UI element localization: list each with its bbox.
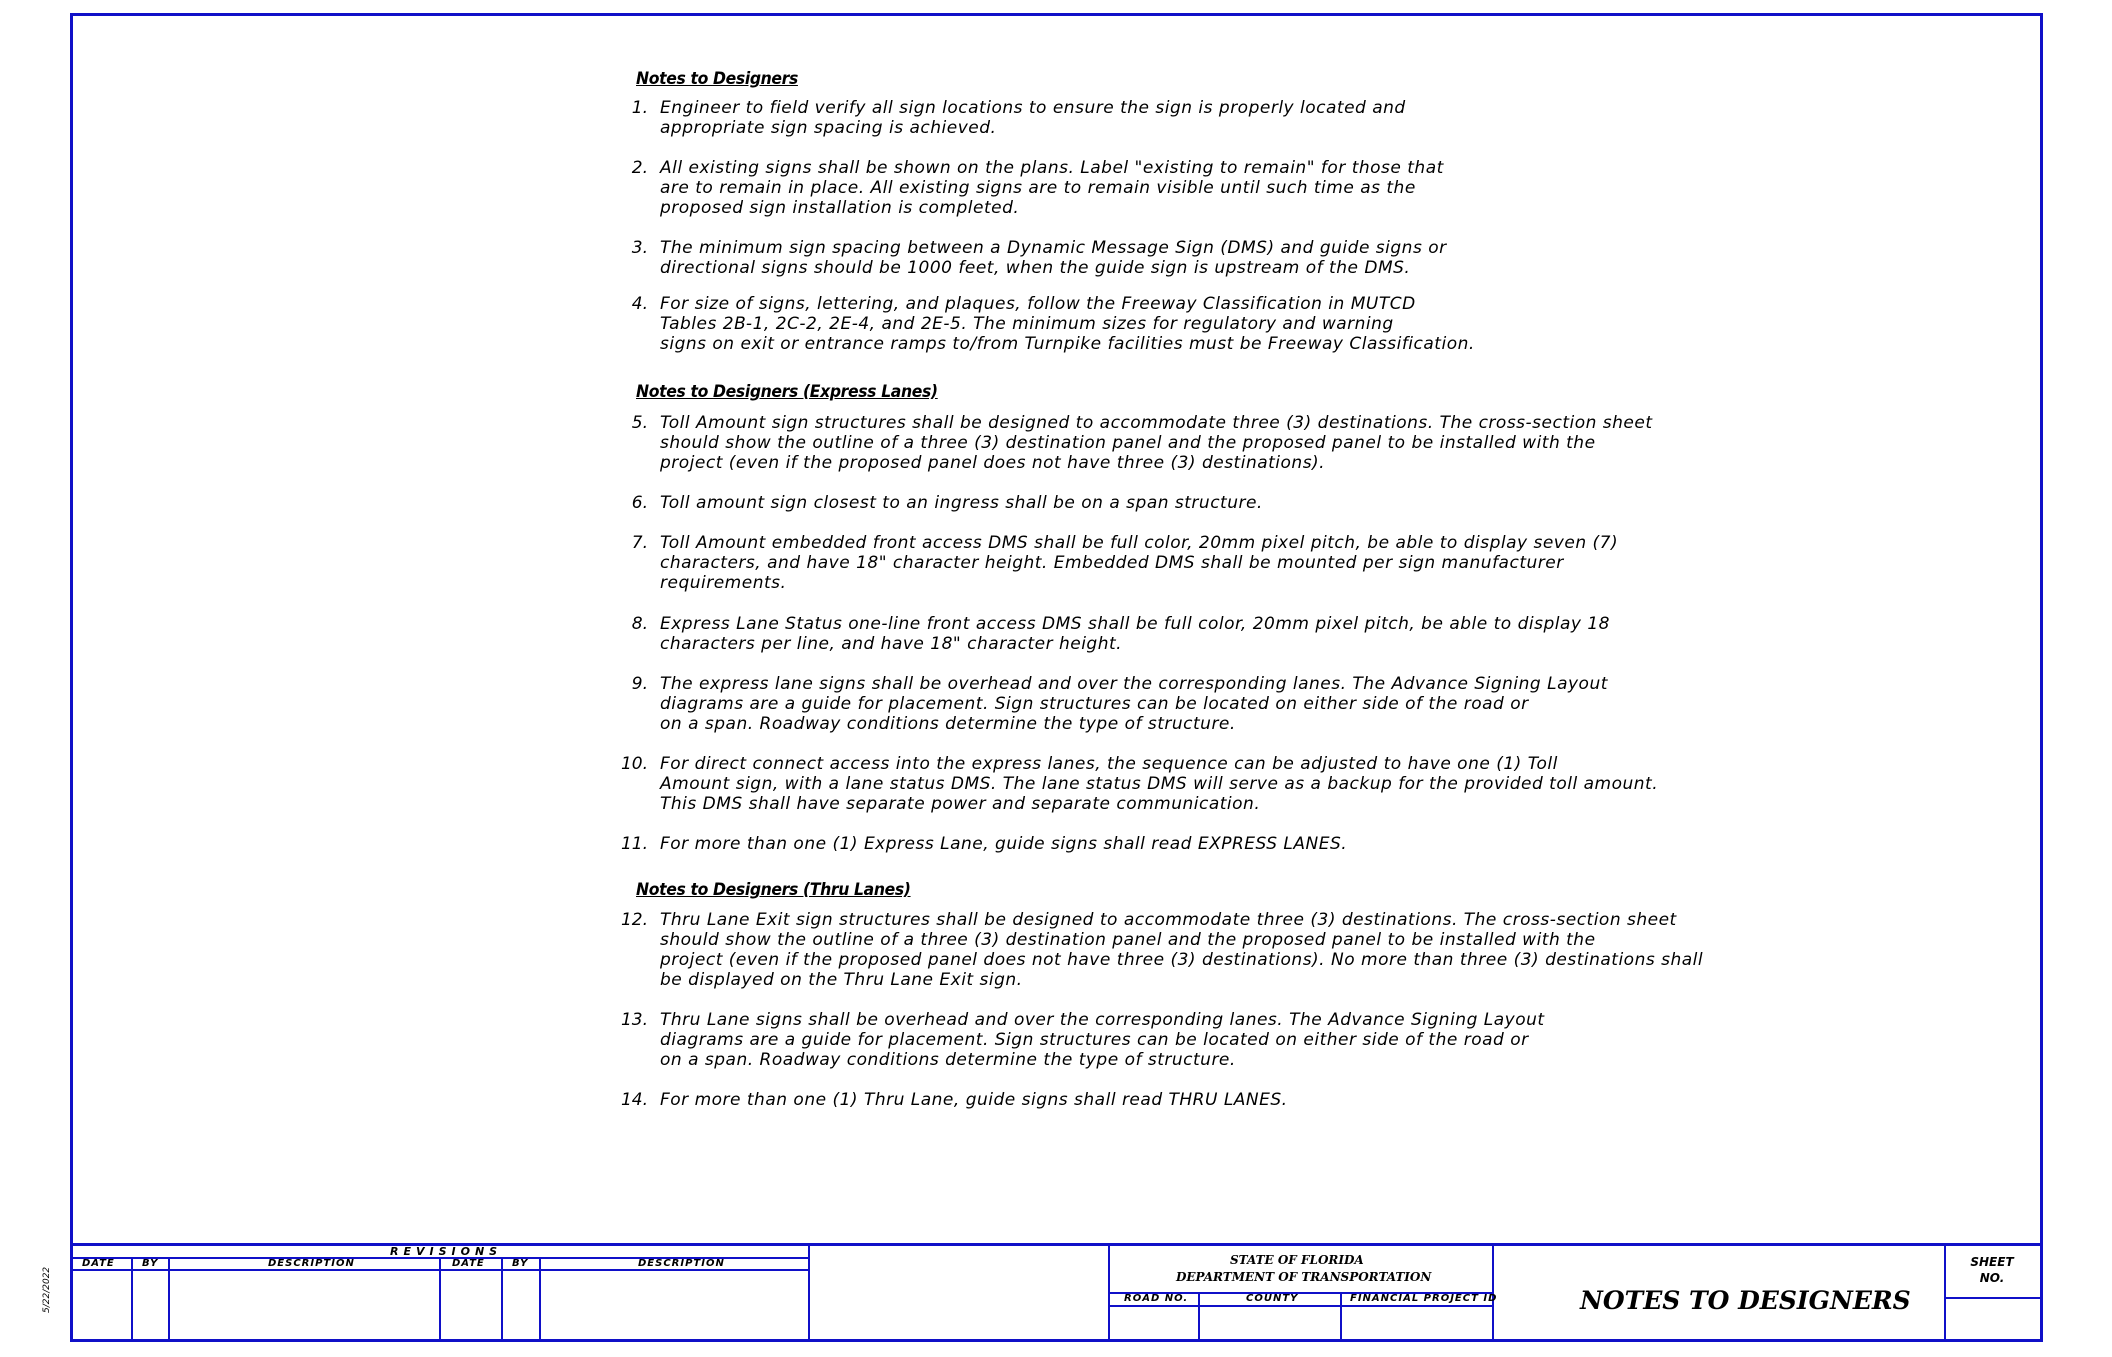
sheet-no-label: NO.: [1979, 1271, 2005, 1285]
col-date: DATE: [82, 1258, 115, 1269]
note-number: 9.: [631, 674, 648, 694]
col-by: BY: [142, 1258, 159, 1269]
note-number: 1.: [631, 98, 648, 118]
divider: [1108, 1246, 1110, 1342]
note-number: 13.: [620, 1010, 648, 1030]
divider: [1944, 1297, 2040, 1299]
divider: [131, 1257, 133, 1342]
note-number: 8.: [631, 614, 648, 634]
note-number: 2.: [631, 158, 648, 178]
divider: [1198, 1292, 1200, 1342]
note-text: Toll Amount embedded front access DMS shall be full color, 20mm pixel pitch, be able to display seven (7) characters, and have 18" character height. Embedded DMS shall be mounted per sign manufacturer requirements.: [660, 533, 1619, 593]
note-text: For more than one (1) Thru Lane, guide signs shall read THRU LANES.: [660, 1090, 1288, 1110]
state-label: STATE OF FLORIDA: [1230, 1253, 1364, 1267]
department-label: DEPARTMENT OF TRANSPORTATION: [1176, 1270, 1432, 1284]
divider: [501, 1257, 503, 1342]
note-number: 10.: [620, 754, 648, 774]
note-text: For size of signs, lettering, and plaques, follow the Freeway Classification in MUTCD Tables 2B-1, 2C-2, 2E-4, and 2E-5. The minimum sizes for regulatory and warning signs on exit or entrance ramps to/from Turnpike facilities must be Freeway Classification.: [660, 294, 1475, 354]
note-text: Engineer to field verify all sign locations to ensure the sign is properly located and appropriate sign spacing is achieved.: [660, 98, 1406, 138]
note-number: 6.: [631, 493, 648, 513]
note-number: 14.: [620, 1090, 648, 1110]
note-text: Toll amount sign closest to an ingress shall be on a span structure.: [660, 493, 1263, 513]
divider: [539, 1257, 541, 1342]
note-text: For more than one (1) Express Lane, guide signs shall read EXPRESS LANES.: [660, 834, 1348, 854]
note-number: 11.: [620, 834, 648, 854]
section-heading-express-lanes: Notes to Designers (Express Lanes): [636, 382, 938, 402]
section-heading-general: Notes to Designers: [636, 69, 798, 89]
col-by: BY: [512, 1258, 529, 1269]
divider: [439, 1257, 441, 1342]
note-text: For direct connect access into the express lanes, the sequence can be adjusted to have one (1) Toll Amount sign, with a lane status DMS. The lane status DMS will serve as a backup for the provided toll amount. This DMS shall have separate power and separate communication.: [660, 754, 1659, 814]
sheet-title: NOTES TO DESIGNERS: [1580, 1286, 1911, 1315]
note-text: Toll Amount sign structures shall be designed to accommodate three (3) destinations. The cross-section sheet should show the outline of a three (3) destination panel and the proposed panel to be installed with the project (even if the proposed panel does not have three (3) destinations).: [660, 413, 1653, 473]
plot-date: 5/22/2022: [42, 1266, 52, 1313]
note-number: 12.: [620, 910, 648, 930]
note-text: Express Lane Status one-line front access DMS shall be full color, 20mm pixel pitch, be able to display 18 characters per line, and have 18" character height.: [660, 614, 1610, 654]
financial-project-id-label: FINANCIAL PROJECT ID: [1350, 1293, 1498, 1304]
title-block: [70, 1243, 2043, 1342]
note-text: All existing signs shall be shown on the plans. Label "existing to remain" for those that are to remain in place. All existing signs are to remain visible until such time as the proposed sign installation is completed.: [660, 158, 1444, 218]
revisions-label: REVISIONS: [390, 1245, 503, 1258]
col-description: DESCRIPTION: [638, 1258, 725, 1269]
note-number: 3.: [631, 238, 648, 258]
county-label: COUNTY: [1246, 1293, 1299, 1304]
note-number: 4.: [631, 294, 648, 314]
col-description: DESCRIPTION: [268, 1258, 355, 1269]
col-date: DATE: [452, 1258, 485, 1269]
sheet-label: SHEET: [1970, 1255, 2014, 1269]
road-no-label: ROAD NO.: [1124, 1293, 1189, 1304]
divider: [168, 1257, 170, 1342]
note-number: 7.: [631, 533, 648, 553]
note-text: The express lane signs shall be overhead and over the corresponding lanes. The Advance Signing Layout diagrams are a guide for placement. Sign structures can be located on either side of the road or on a span. Roadway conditions determine the type of structure.: [660, 674, 1608, 734]
divider: [808, 1246, 810, 1342]
section-heading-thru-lanes: Notes to Designers (Thru Lanes): [636, 880, 911, 900]
note-text: Thru Lane Exit sign structures shall be designed to accommodate three (3) destinations. The cross-section sheet should show the outline of a three (3) destination panel and the proposed panel to be installed with the project (even if the proposed panel does not have three (3) destinations). No more than three (3) destinations shall be displayed on the Thru Lane Exit sign.: [660, 910, 1704, 990]
note-text: Thru Lane signs shall be overhead and over the corresponding lanes. The Advance Signing Layout diagrams are a guide for placement. Sign structures can be located on either side of the road or on a span. Roadway conditions determine the type of structure.: [660, 1010, 1545, 1070]
note-text: The minimum sign spacing between a Dynamic Message Sign (DMS) and guide signs or directional signs should be 1000 feet, when the guide sign is upstream of the DMS.: [660, 238, 1447, 278]
note-number: 5.: [631, 413, 648, 433]
divider: [1108, 1305, 1492, 1307]
divider: [1340, 1292, 1342, 1342]
